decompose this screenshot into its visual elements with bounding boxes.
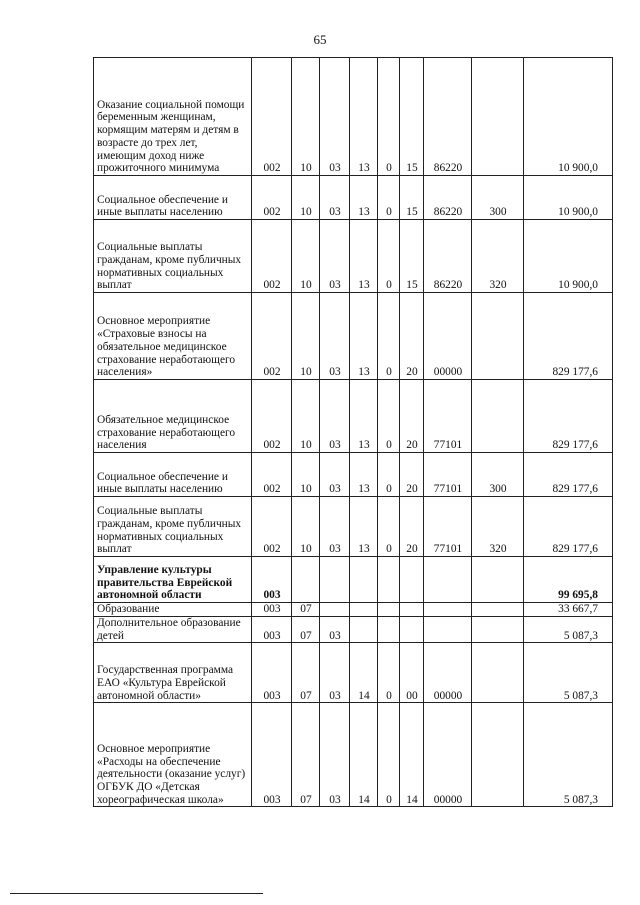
- row-subprogram-cell: 0: [378, 453, 400, 497]
- row-amount-cell: 829 177,6: [524, 453, 613, 497]
- row-program-cell: [350, 617, 378, 643]
- row-program-cell: 13: [350, 220, 378, 293]
- table-row: [94, 176, 613, 220]
- footnote-divider: [10, 893, 263, 894]
- row-section-cell: 07: [292, 603, 320, 617]
- row-amount-cell: 829 177,6: [524, 293, 613, 380]
- row-subprogram-cell: 0: [378, 293, 400, 380]
- row-ved-cell: 002: [252, 220, 292, 293]
- row-direction-cell: 00000: [424, 293, 472, 380]
- row-amount-cell: 10 900,0: [524, 220, 613, 293]
- row-subsection-cell: 03: [320, 497, 350, 557]
- row-direction-cell: [424, 617, 472, 643]
- table-row: [94, 453, 613, 497]
- row-subsection-cell: [320, 557, 350, 603]
- table-row: [94, 557, 613, 603]
- row-direction-cell: 77101: [424, 380, 472, 453]
- row-direction-cell: [424, 557, 472, 603]
- table-row: [94, 380, 613, 453]
- row-program-cell: 13: [350, 58, 378, 176]
- row-subsection-cell: 03: [320, 293, 350, 380]
- table-row: [94, 293, 613, 380]
- row-direction-cell: 86220: [424, 220, 472, 293]
- row-subsection-cell: 03: [320, 58, 350, 176]
- row-subsection-cell: 03: [320, 453, 350, 497]
- row-expense-type-cell: 320: [472, 220, 524, 293]
- row-expense-type-cell: 300: [472, 453, 524, 497]
- row-direction-cell: 86220: [424, 176, 472, 220]
- row-subsection-cell: 03: [320, 220, 350, 293]
- row-subprogram-cell: 0: [378, 643, 400, 703]
- row-subprogram-cell: 0: [378, 176, 400, 220]
- row-expense-type-cell: [472, 643, 524, 703]
- page-number: 65: [313, 32, 327, 47]
- row-direction-cell: 77101: [424, 497, 472, 557]
- row-ved-cell: 002: [252, 453, 292, 497]
- row-ved-cell: 003: [252, 603, 292, 617]
- row-program-cell: 13: [350, 176, 378, 220]
- row-expense-type-cell: [472, 703, 524, 807]
- row-amount-cell: 829 177,6: [524, 380, 613, 453]
- row-event-cell: 15: [400, 58, 424, 176]
- row-program-cell: 13: [350, 380, 378, 453]
- row-expense-type-cell: [472, 617, 524, 643]
- row-event-cell: [400, 617, 424, 643]
- row-subsection-cell: [320, 603, 350, 617]
- table-row: [94, 58, 613, 176]
- row-section-cell: 10: [292, 220, 320, 293]
- row-program-cell: [350, 603, 378, 617]
- row-expense-type-cell: [472, 380, 524, 453]
- row-program-cell: 13: [350, 497, 378, 557]
- row-program-cell: 14: [350, 643, 378, 703]
- row-amount-cell: 5 087,3: [524, 703, 613, 807]
- row-section-cell: 07: [292, 617, 320, 643]
- row-expense-type-cell: [472, 603, 524, 617]
- row-program-cell: 13: [350, 293, 378, 380]
- row-name-cell: Управление культуры правительства Еврейской автономной области: [94, 557, 252, 603]
- row-ved-cell: 002: [252, 293, 292, 380]
- row-amount-cell: 5 087,3: [524, 617, 613, 643]
- row-ved-cell: 002: [252, 380, 292, 453]
- row-section-cell: 10: [292, 497, 320, 557]
- row-subsection-cell: 03: [320, 176, 350, 220]
- row-ved-cell: 002: [252, 58, 292, 176]
- row-direction-cell: [424, 603, 472, 617]
- row-expense-type-cell: 300: [472, 176, 524, 220]
- row-direction-cell: 86220: [424, 58, 472, 176]
- table-row: [94, 497, 613, 557]
- row-section-cell: 10: [292, 176, 320, 220]
- row-subsection-cell: 03: [320, 380, 350, 453]
- row-event-cell: 20: [400, 293, 424, 380]
- row-ved-cell: 003: [252, 643, 292, 703]
- row-program-cell: 13: [350, 453, 378, 497]
- row-direction-cell: 77101: [424, 453, 472, 497]
- row-event-cell: 20: [400, 453, 424, 497]
- row-expense-type-cell: [472, 58, 524, 176]
- row-subprogram-cell: 0: [378, 497, 400, 557]
- row-name-cell: Социальные выплаты гражданам, кроме публичных нормативных социальных выплат: [94, 497, 252, 557]
- table-row: [94, 220, 613, 293]
- row-ved-cell: 002: [252, 176, 292, 220]
- row-section-cell: 10: [292, 58, 320, 176]
- row-event-cell: 14: [400, 703, 424, 807]
- table-row: [94, 617, 613, 643]
- row-expense-type-cell: [472, 557, 524, 603]
- row-event-cell: 15: [400, 220, 424, 293]
- row-amount-cell: 5 087,3: [524, 643, 613, 703]
- row-ved-cell: 003: [252, 557, 292, 603]
- row-section-cell: 10: [292, 380, 320, 453]
- row-event-cell: [400, 557, 424, 603]
- row-amount-cell: 99 695,8: [524, 557, 613, 603]
- row-subsection-cell: 03: [320, 643, 350, 703]
- row-name-cell: Образование: [94, 603, 252, 617]
- row-subprogram-cell: 0: [378, 703, 400, 807]
- row-ved-cell: 003: [252, 703, 292, 807]
- row-event-cell: 20: [400, 497, 424, 557]
- row-section-cell: 07: [292, 703, 320, 807]
- row-subsection-cell: 03: [320, 617, 350, 643]
- row-name-cell: Государственная программа ЕАО «Культура Еврейской автономной области»: [94, 643, 252, 703]
- row-subprogram-cell: [378, 617, 400, 643]
- row-program-cell: 14: [350, 703, 378, 807]
- row-subsection-cell: 03: [320, 703, 350, 807]
- row-direction-cell: 00000: [424, 643, 472, 703]
- row-section-cell: 10: [292, 293, 320, 380]
- row-amount-cell: 829 177,6: [524, 497, 613, 557]
- row-subprogram-cell: 0: [378, 220, 400, 293]
- row-name-cell: Основное мероприятие «Страховые взносы на обязательное медицинское страхование неработающего населения»: [94, 293, 252, 380]
- row-section-cell: 10: [292, 453, 320, 497]
- row-section-cell: [292, 557, 320, 603]
- row-event-cell: [400, 603, 424, 617]
- row-name-cell: Дополнительное образование детей: [94, 617, 252, 643]
- row-event-cell: 20: [400, 380, 424, 453]
- row-name-cell: Социальное обеспечение и иные выплаты населению: [94, 176, 252, 220]
- row-subprogram-cell: [378, 603, 400, 617]
- table-row: [94, 643, 613, 703]
- row-subprogram-cell: [378, 557, 400, 603]
- row-name-cell: Социальное обеспечение и иные выплаты населению: [94, 453, 252, 497]
- row-subprogram-cell: 0: [378, 380, 400, 453]
- row-ved-cell: 003: [252, 617, 292, 643]
- row-event-cell: 15: [400, 176, 424, 220]
- table-row: [94, 603, 613, 617]
- table-row: [94, 703, 613, 807]
- row-section-cell: 07: [292, 643, 320, 703]
- row-name-cell: Основное мероприятие «Расходы на обеспечение деятельности (оказание услуг) ОГБУК ДО «Детская хореографическая школа»: [94, 703, 252, 807]
- row-amount-cell: 10 900,0: [524, 176, 613, 220]
- row-expense-type-cell: [472, 293, 524, 380]
- row-amount-cell: 10 900,0: [524, 58, 613, 176]
- row-ved-cell: 002: [252, 497, 292, 557]
- row-subprogram-cell: 0: [378, 58, 400, 176]
- table-body: [94, 58, 613, 807]
- row-name-cell: Обязательное медицинское страхование неработающего населения: [94, 380, 252, 453]
- row-name-cell: Социальные выплаты гражданам, кроме публичных нормативных социальных выплат: [94, 220, 252, 293]
- row-direction-cell: 00000: [424, 703, 472, 807]
- row-expense-type-cell: 320: [472, 497, 524, 557]
- row-amount-cell: 33 667,7: [524, 603, 613, 617]
- row-name-cell: Оказание социальной помощи беременным женщинам, кормящим матерям и детям в возрасте до трех лет, имеющим доход ниже прожиточного минимума: [94, 58, 252, 176]
- row-program-cell: [350, 557, 378, 603]
- row-event-cell: 00: [400, 643, 424, 703]
- budget-table: [93, 57, 613, 807]
